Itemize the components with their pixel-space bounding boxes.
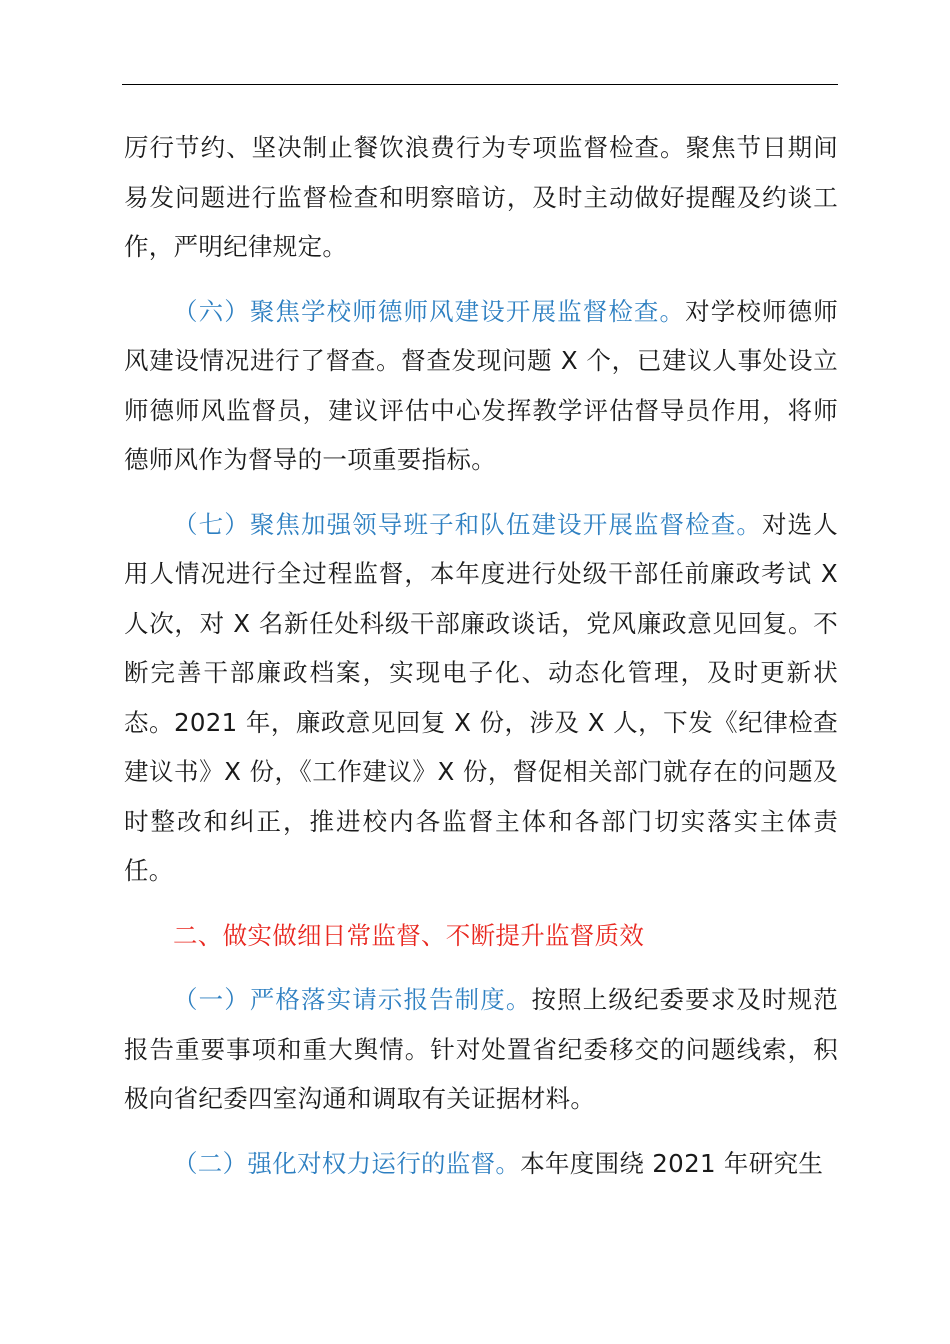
paragraph-leadership-team: [124, 500, 838, 896]
paragraph-body: 本年度围绕 2021 年研究生: [520, 1148, 824, 1178]
paragraph-power-supervision: [124, 1139, 838, 1189]
paragraph-frugality-inspection: [124, 123, 838, 272]
paragraph-reporting-system: [124, 975, 838, 1124]
paragraph-body: 厉行节约、坚决制止餐饮浪费行为专项监督检查。聚焦节日期间易发问题进行监督检查和明察暗访，及时主动做好提醒及约谈工作，严明纪律规定。: [124, 133, 838, 261]
paragraph-lead-title: （一）严格落实请示报告制度。: [173, 985, 532, 1014]
paragraph-body: 按照上级纪委要求及时规范报告重要事项和重大舆情。针对处置省纪委移交的问题线索，积极向省纪委四室沟通和调取有关证据材料。: [124, 985, 838, 1113]
paragraph-body: 对学校师德师风建设情况进行了督查。督查发现问题 X 个，已建议人事处设立师德师风监督员，建议评估中心发挥教学评估督导员作用，将师德师风作为督导的一项重要指标。: [124, 296, 838, 474]
section-heading: 二、做实做细日常监督、不断提升监督质效: [173, 920, 645, 950]
paragraph-teacher-ethics: [124, 287, 838, 485]
document-body: [124, 123, 838, 1203]
paragraph-lead-title: （二）强化对权力运行的监督。: [173, 1148, 521, 1178]
paragraph-lead-title: （七）聚焦加强领导班子和队伍建设开展监督检查。: [173, 509, 762, 539]
paragraph-body: 对选人用人情况进行全过程监督，本年度进行处级干部任前廉政考试 X 人次，对 X 名新任处科级干部廉政谈话，党风廉政意见回复。不断完善干部廉政档案，实现电子化、动态化管理，及时更新状态。2021 年，廉政意见回复 X 份，涉及 X 人，下发《纪律检查建议书》X 份，《工作建议》X 份，督促相关部门就存在的问题及时整改和纠正，推进校内各监督主体和各部门切实落实主体责任。: [124, 509, 838, 885]
header-rule: [122, 84, 838, 85]
paragraph-lead-title: （六）聚焦学校师德师风建设开展监督检查。: [173, 296, 686, 326]
